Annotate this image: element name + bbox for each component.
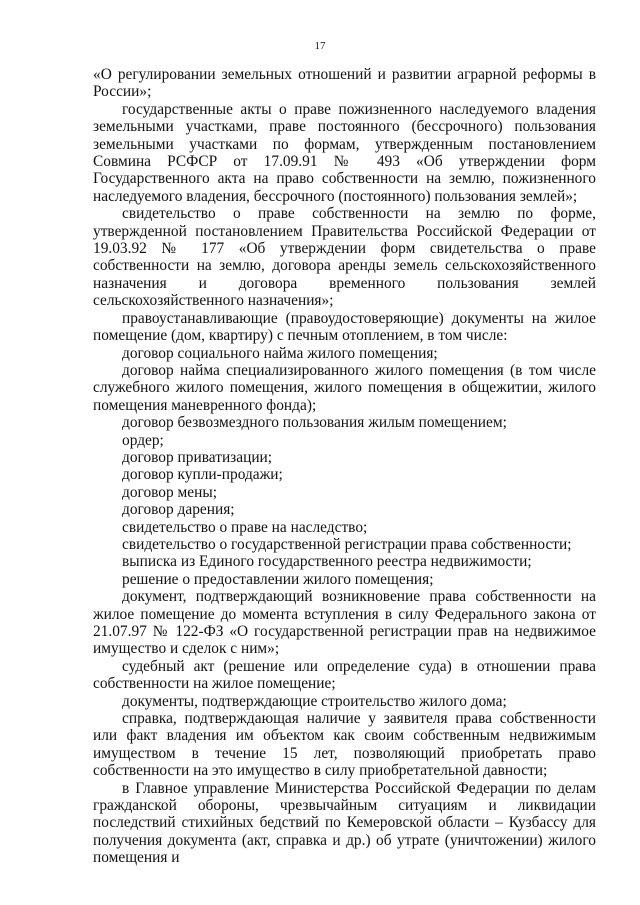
paragraph-continuation: «О регулировании земельных отношений и развитии аграрной реформы в России»;: [93, 66, 596, 101]
paragraph-title-documents: правоустанавливающие (правоудостоверяющие) документы на жилое помещение (дом, квартиру) с печным отоплением, в том числе:: [93, 309, 596, 345]
list-item-registry-extract: выписка из Единого государственного реестра недвижимости;: [122, 553, 532, 571]
list-item-warrant: ордер;: [122, 431, 164, 449]
list-item-ownership-document: документ, подтверждающий возникновение права собственности на жилое помещение до момента вступления в силу Федерального закона от 21.07.97 № 122-ФЗ «О государственной регистрации прав на недвижимое имущество и сделок с ним»;: [93, 588, 596, 658]
list-item-housing-decision: решение о предоставлении жилого помещения;: [122, 570, 434, 588]
list-item-inheritance: свидетельство о праве на наследство;: [122, 518, 368, 536]
list-item-court-act: судебный акт (решение или определение суда) в отношении права собственности на жилое помещение;: [93, 657, 596, 693]
list-item-privatization: договор приватизации;: [122, 448, 273, 466]
paragraph-land-certificate: свидетельство о праве собственности на землю по форме, утвержденной постановлением Правительства Российской Федерации от 19.03.92 № 177 «Об утверждении форм свидетельства о праве собственности на землю, договора аренды земель сельскохозяйственного назначения и договора временного пользования землей сельскохозяйственного назначения»;: [93, 205, 596, 310]
list-item-free-use: договор безвозмездного пользования жилым помещением;: [122, 414, 507, 432]
list-item-possession-certificate: справка, подтверждающая наличие у заявителя права собственности или факт владения им объектом как своим собственным недвижимым имуществом в течение 15 лет, позволяющий приобретать право собственности на это имущество в силу приобретательной давности;: [93, 710, 596, 780]
document-body: [93, 66, 596, 867]
list-item-gift: договор дарения;: [122, 501, 235, 519]
list-item-exchange: договор мены;: [122, 483, 217, 501]
list-item-social-lease: договор социального найма жилого помещения;: [122, 344, 438, 362]
paragraph-emergency-ministry: в Главное управление Министерства Российской Федерации по делам гражданской обороны, чрезвычайным ситуациям и ликвидации последствий стихийных бедствий по Кемеровской области – Кузбассу для получения документа (акт, справка и др.) об утрате (уничтожении) жилого помещения и: [93, 779, 596, 867]
list-item-specialized-lease: договор найма специализированного жилого помещения (в том числе служебного жилого помещения, жилого помещения в общежитии, жилого помещения маневренного фонда);: [93, 361, 596, 414]
list-item-registration-certificate: свидетельство о государственной регистрации права собственности;: [122, 535, 572, 553]
paragraph-state-acts: государственные акты о праве пожизненного наследуемого владения земельными участками, праве постоянного (бессрочного) пользования земельными участками по формам, утвержденным постановлением Совмина РСФСР от 17.09.91 № 493 «Об утверждении форм Государственного акта на право собственности на землю, пожизненного наследуемого владения, бессрочного (постоянного) пользования землей»;: [93, 100, 596, 205]
list-item-construction-documents: документы, подтверждающие строительство жилого дома;: [122, 692, 507, 710]
list-item-purchase: договор купли-продажи;: [122, 466, 283, 484]
page-number: 17: [314, 40, 326, 52]
